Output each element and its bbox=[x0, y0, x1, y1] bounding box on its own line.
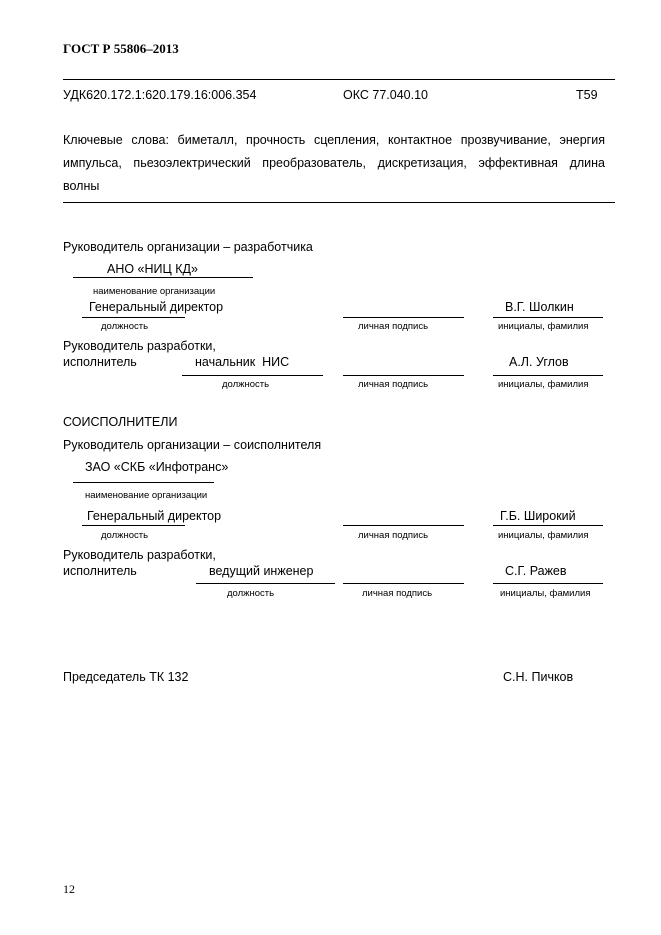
keywords-line-1: Ключевые слова: биметалл, прочность сцепления, контактное прозвучивание, энергия bbox=[63, 133, 605, 147]
developer-lead-name-line bbox=[493, 375, 603, 376]
coexecutors-heading: СОИСПОЛНИТЕЛИ bbox=[63, 415, 178, 429]
developer-lead-signature-line bbox=[343, 375, 464, 376]
coexecutor-org-caption: наименование организации bbox=[85, 490, 208, 501]
developer-org-head-label: Руководитель организации – разработчика bbox=[63, 240, 313, 254]
developer-org-name: АНО «НИЦ КД» bbox=[107, 262, 198, 276]
developer-head-position-line bbox=[82, 317, 185, 318]
coexecutor-head-name: Г.Б. Широкий bbox=[500, 509, 576, 523]
coexecutor-lead-label-line1: Руководитель разработки, bbox=[63, 548, 216, 562]
developer-lead-label-line1: Руководитель разработки, bbox=[63, 339, 216, 353]
coexecutor-lead-name-caption: инициалы, фамилия bbox=[500, 588, 591, 599]
udk-code: УДК620.172.1:620.179.16:006.354 bbox=[63, 88, 257, 102]
chairman-name: С.Н. Пичков bbox=[503, 670, 574, 684]
coexecutor-lead-position: ведущий инженер bbox=[209, 564, 314, 578]
oks-code: ОКС 77.040.10 bbox=[343, 88, 428, 102]
coexecutor-lead-name: С.Г. Ражев bbox=[505, 564, 567, 578]
document-standard-header: ГОСТ Р 55806–2013 bbox=[63, 41, 179, 56]
chairman-label: Председатель ТК 132 bbox=[63, 670, 189, 684]
coexecutor-org-name-line bbox=[73, 482, 214, 483]
coexecutor-head-signature-caption: личная подпись bbox=[358, 530, 429, 541]
coexecutor-lead-signature-line bbox=[343, 583, 464, 584]
page-number: 12 bbox=[63, 882, 75, 896]
developer-lead-label-line2: исполнитель bbox=[63, 355, 137, 369]
developer-org-name-line bbox=[73, 277, 253, 278]
coexecutor-head-name-line bbox=[493, 525, 603, 526]
coexecutor-lead-name-line bbox=[493, 583, 603, 584]
developer-lead-position: начальник НИС bbox=[195, 355, 290, 369]
developer-head-name-caption: инициалы, фамилия bbox=[498, 321, 589, 332]
coexecutor-lead-signature-caption: личная подпись bbox=[362, 588, 433, 599]
coexecutor-head-position-line bbox=[82, 525, 185, 526]
developer-lead-name-caption: инициалы, фамилия bbox=[498, 379, 589, 390]
coexecutor-lead-position-line bbox=[196, 583, 335, 584]
coexecutor-head-position-caption: должность bbox=[101, 530, 149, 541]
developer-org-caption: наименование организации bbox=[93, 286, 216, 297]
coexecutor-lead-position-caption: должность bbox=[227, 588, 275, 599]
developer-head-position: Генеральный директор bbox=[89, 300, 224, 314]
category-code: Т59 bbox=[576, 88, 598, 102]
developer-head-name: В.Г. Шолкин bbox=[505, 300, 574, 314]
developer-head-signature-caption: личная подпись bbox=[358, 321, 429, 332]
developer-lead-signature-caption: личная подпись bbox=[358, 379, 429, 390]
developer-lead-name: А.Л. Углов bbox=[509, 355, 569, 369]
developer-head-signature-line bbox=[343, 317, 464, 318]
coexecutor-head-signature-line bbox=[343, 525, 464, 526]
developer-lead-position-caption: должность bbox=[222, 379, 270, 390]
coexecutor-head-position: Генеральный директор bbox=[87, 509, 222, 523]
coexecutor-org-head-label: Руководитель организации – соисполнителя bbox=[63, 438, 322, 452]
keywords-line-2: импульса, пьезоэлектрический преобразователь, дискретизация, эффективная длина bbox=[63, 156, 605, 170]
developer-head-name-line bbox=[493, 317, 603, 318]
coexecutor-lead-label-line2: исполнитель bbox=[63, 564, 137, 578]
coexecutor-org-name: ЗАО «СКБ «Инфотранс» bbox=[85, 460, 229, 474]
developer-lead-position-line bbox=[182, 375, 323, 376]
classification-top-rule bbox=[63, 79, 615, 80]
keywords-line-3: волны bbox=[63, 179, 100, 193]
developer-head-position-caption: должность bbox=[101, 321, 149, 332]
coexecutor-head-name-caption: инициалы, фамилия bbox=[498, 530, 589, 541]
keywords-bottom-rule bbox=[63, 202, 615, 203]
